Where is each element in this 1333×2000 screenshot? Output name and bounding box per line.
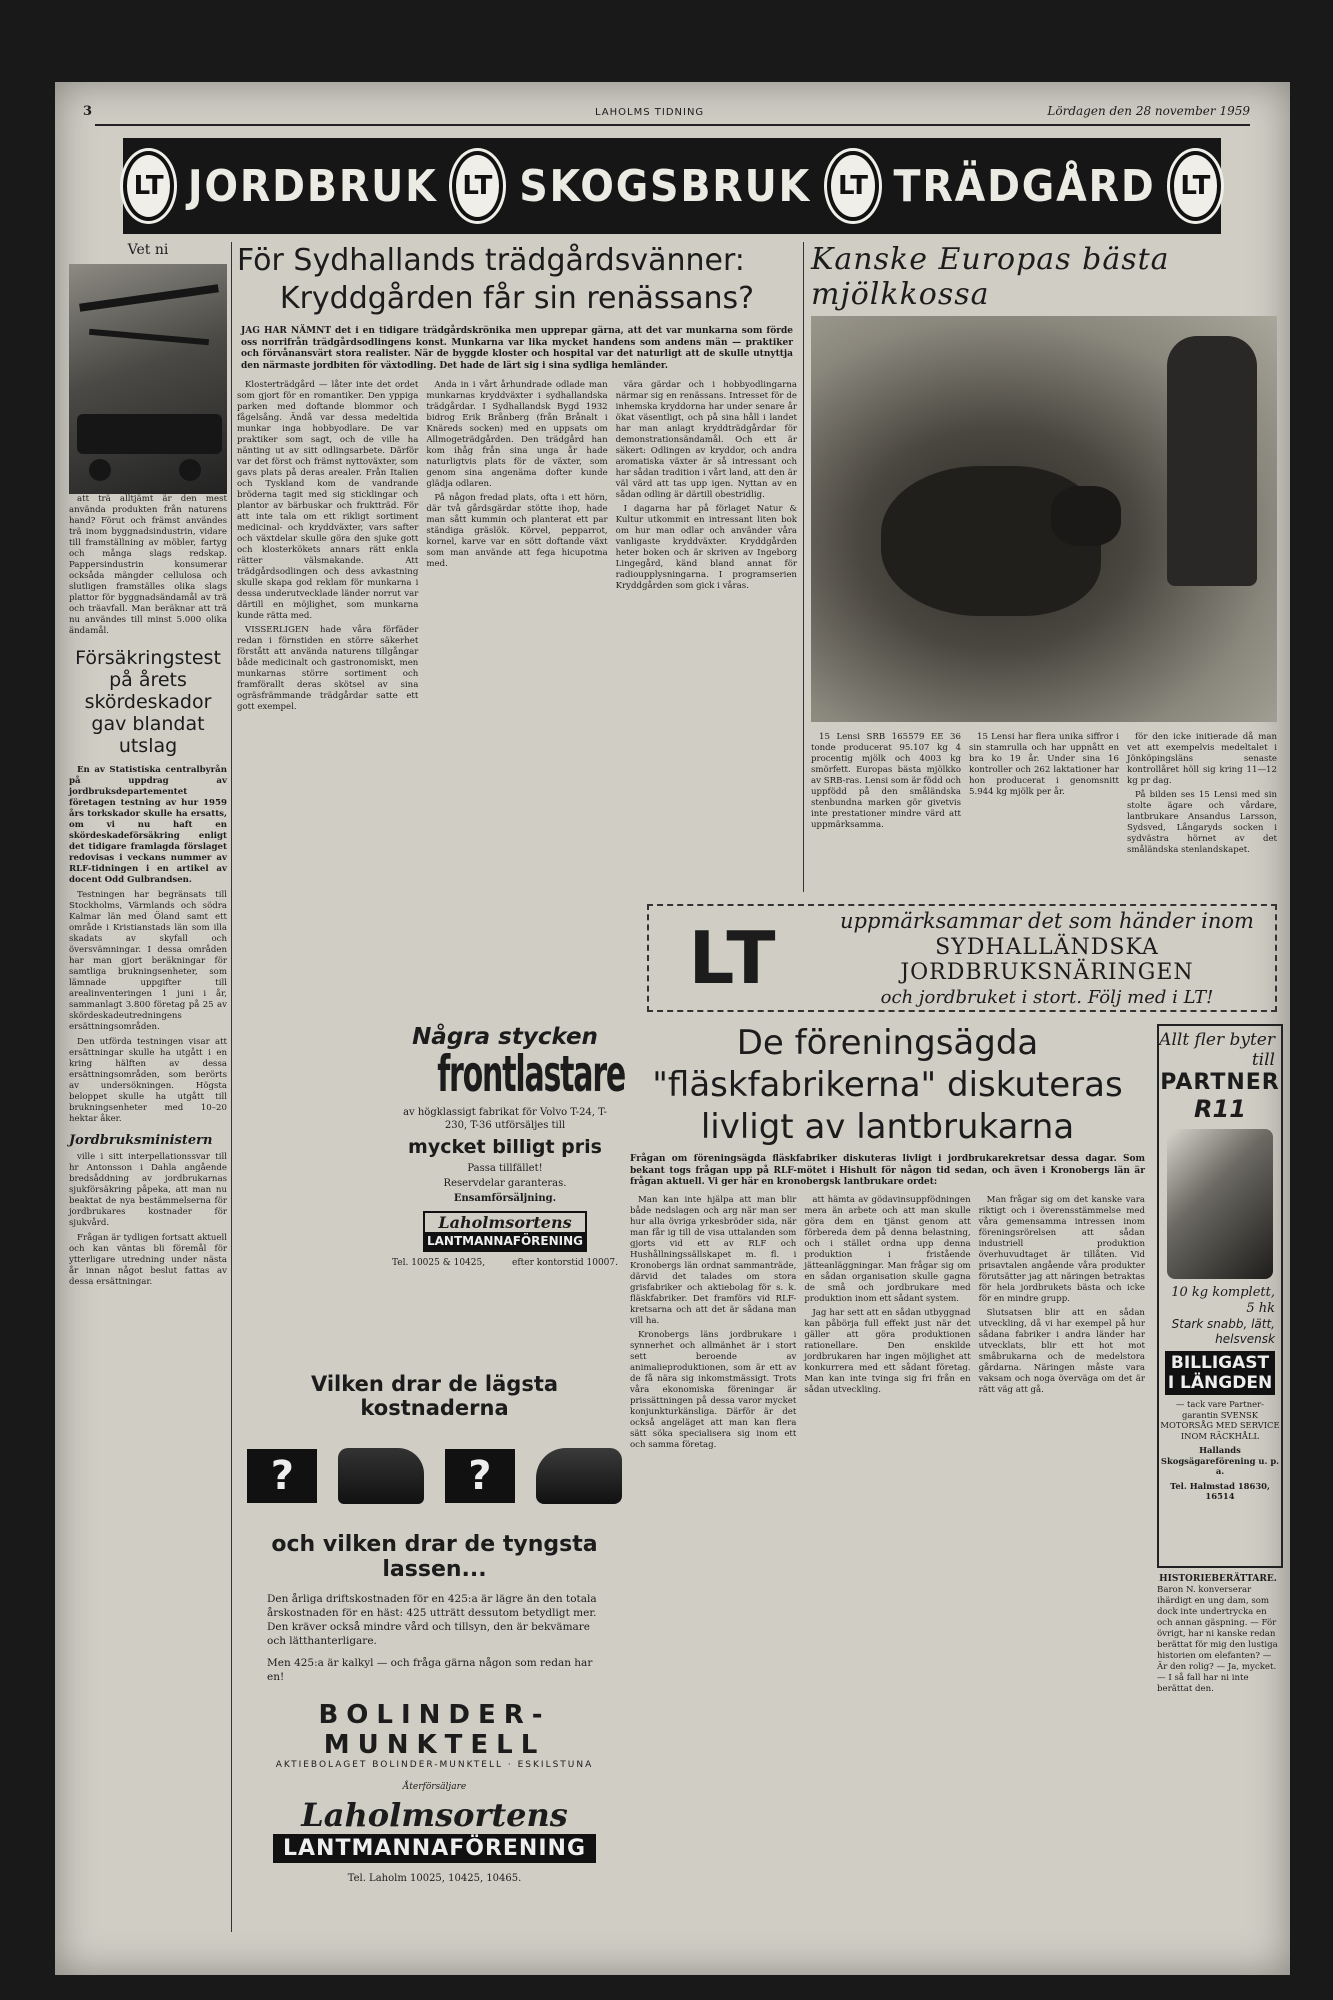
horse-illustration	[536, 1448, 622, 1504]
flaskfabriker-title: De föreningsägda "fläskfabrikerna" diskuteras livligt av lantbrukarna	[652, 1023, 1123, 1147]
vet-ni-heading: Vet ni	[127, 242, 169, 258]
bolinder-brand: BOLINDER-MUNKTELL	[318, 1700, 551, 1760]
tractor-illustration	[338, 1448, 424, 1504]
frontlastare-desc: av högklassigt fabrikat för Volvo T-24, T-230, T-36 utförsäljes till	[403, 1107, 607, 1131]
banner-word-jordbruk: JORDBRUK	[188, 160, 438, 212]
frontlastare-intro: Några stycken	[412, 1024, 598, 1050]
flaskfabriker-body: Man kan inte hjälpa att man blir både nedslagen och arg när man ser hur alla övriga yrkesbröder sida, när man får ig till de visa uttalanden som gjorts vid ett av RLF och Hushållningssällskapet m. fl. i Kronobergs län ordnat sammanträde, därvid det talades om stora grisfabriker och aktiebolag för s. k. fläskfabriker. Det framförs vid RLF-kretsarna och att det är sådana man vill ha. Kronobergs läns jordbrukare i synnerhet och allmänhet är i stort sett beroende av animalieproduktionen, som är ett av de få nära sig inkomstmässigt. Trots våra ekonomiska föreningar är prissättningen på dessa varor mycket konjunkturkänsliga. Därför är det också angeläget att man kan flera sätt söka specialisera sig inom ett och samma företag. att hämta av gödavinsuppfödningen mera än arbete och att man skulle göra dem en tjänst genom att förbereda dem på denna belastning, och i stället ordna upp denna produktion i fristående jätteanläggningar. Man frågar sig om en sådan organisation skulle gagna de små och jordbrukare med produktion inom ett sådant system. Jag har sett att en sådan utbyggnad kan påbörja full effekt just när det gäller att göra produktionen rationellare. Den enskilde jordbrukaren har ingen möjlighet att konkurrera med ett sådant företag. Man kan inte tvinga sig fri från en sådan utveckling. Man frågar sig om det kanske vara riktigt och i överensstämmelse med våra gemensamma intressen inom föreningsrörelsen att sådan industriell produktion överhuvudtaget är tillåten. Vid prisavtalen angående våra produkter förutsätter jag att näringen betraktas för hela jordbrukets bästa och icke för en mindre grupp. Slutsatsen blir att en sådan utveckling, då vi har exempel på hur sådana fabriker i andra länder har utvecklats, blir ett hot mot småbrukarna och de medelstora gårdarna. Näringen måste vara vaksam och noga överväga om det är rätt väg att gå.	[630, 1194, 1145, 1450]
lt-promo-line2: SYDHALLÄNDSKA JORDBRUKSNÄRINGEN	[900, 934, 1194, 985]
header-rule	[95, 124, 1250, 126]
kryddgarden-lead: JAG HAR NÄMNT det i en tidigare trädgårdskrönika men upprepar gärna, att det var munkarna som förde oss norrifrån trädgårdsodlingens konst. Munkarna var lika mycket handens som andens män — praktiker och förvånansvärt stora realister. När de byggde kloster och hospital var det naturligt att de skulle utnyttja den närmaste jordbiten för växtodling. Det hade de lärt sig i sina sydliga hemländer.	[241, 326, 793, 371]
lantmannaforening-logo: Laholmsortens LANTMANNAFÖRENING	[423, 1211, 587, 1252]
lt-logo-badge: LT	[452, 151, 503, 221]
frontlastare-phone: Tel. 10025 & 10425, efter kontorstid 10007.	[392, 1258, 618, 1268]
kryddgarden-title-line2: Kryddgården får sin renässans?	[279, 281, 755, 316]
lt-logo-badge: LT	[827, 151, 878, 221]
paper-name: LAHOLMS TIDNING	[595, 107, 705, 118]
frontlastare-headline: frontlastare	[437, 1045, 626, 1103]
newspaper-page	[55, 82, 1290, 1975]
forsakring-headline: Försäkringstest på årets skördeskador gav blandat utslag	[75, 647, 221, 757]
bolinder-headline-2: och vilken drar de tyngsta lassen...	[271, 1532, 598, 1582]
column-divider	[803, 242, 804, 892]
page-number: 3	[83, 104, 93, 119]
lt-logo-badge: LT	[1170, 151, 1221, 221]
frontlastare-price: mycket billigt pris	[408, 1136, 602, 1158]
kryddgarden-title-line1: För Sydhallands trädgårdsvänner:	[237, 243, 745, 278]
historieberattare-title: HISTORIEBERÄTTARE.	[1159, 1574, 1277, 1584]
partner-slogan: BILLIGAST I LÄNGDEN	[1165, 1351, 1275, 1395]
kryddgarden-body	[237, 380, 797, 716]
bolinder-phone: Tel. Laholm 10025, 10425, 10465.	[347, 1873, 522, 1884]
lt-promo-line1: uppmärksammar det som händer inom	[840, 908, 1254, 933]
bolinder-headline-1: Vilken drar de lägsta kostnaderna	[310, 1372, 559, 1420]
mjolkkossa-article	[811, 242, 1277, 859]
vet-ni-text: att trä alltjämt är den mest använda produkten från naturens hand? Förut och främst användes trä inom byggnadsindustrin, vidare till framställning av möbler, fartyg och många slags redskap. Pappersindustrin konsumerar ocksåda mängder cellulosa och slutligen framställes olika slags plattor för byggnadsändamål av trä och träavfall. Man beräknar att trä nu användes till minst 5.000 olika ändamål.	[69, 494, 227, 636]
chainsaw-illustration	[1167, 1129, 1273, 1279]
kryddgarden-col-3: vära gärdar och i hobbyodlingarna närmar sig en renässans. Intresset för de inhemska kryddorna har under senare år ökat väsentligt, och på sina håll i landet har man anlagt kryddträdgårdar för demonstrationsändamål. Och ett är säkert: Odlingen av kryddor, och andra aromatiska växter är så intressant och har sådan tradition i vårt land, att den är väl värd att tas upp igen. Nyttan av en sådan odling är därtill obestridlig. I dagarna har på förlaget Natur & Kultur utkommit en intressant liten bok om hur man odlar och använder våra vanligaste kryddväxter. Kryddgården heter boken och är skriven av Ingeborg Lingegård, känd bland annat för radioupplysningarna. I programserien Kryddgården som gick i våras.	[615, 380, 797, 591]
cow-head	[1051, 486, 1121, 546]
left-column	[69, 242, 227, 1292]
column-divider	[231, 242, 232, 1932]
running-header	[55, 104, 1290, 124]
mjolkkossa-caption: 15 Lensi SRB 165579 EE 36 tonde producerat 95.107 kg 4 procentig mjölk och 4003 kg smörfett. Europas bästa mjölkko av SRB-ras. Lensi som är född och uppfödd på den småländska stenbundna marken gör givetvis inte prestationer mindre värd att uppmärksamma. 15 Lensi har flera unika siffror i sin stamrulla och har uppnått en bra ko 19 år. Under sina 16 kontroller och 262 laktationer har hon producerat i genomsnitt 5.944 kg mjölk per år. för den icke initierade då man vet att exempelvis medeltalet i Jönköpingsläns senaste kontrollåret höll sig kring 11—12 kg pr dag. På bilden ses 15 Lensi med sin stolte ägare och vårdare, lantbrukare Ansandus Larsson, Sydsved, Långaryds socken i sydvästra hörnet av det småländska stenlandskapet.	[811, 732, 1277, 855]
banner-word-skogsbruk: SKOGSBRUK	[519, 160, 812, 212]
farmer-figure	[1167, 336, 1257, 586]
flaskfabriker-article	[630, 1022, 1145, 1454]
lt-promo-box	[647, 904, 1277, 1012]
question-mark-box: ?	[445, 1449, 515, 1503]
mjolkkossa-title: Kanske Europas bästa mjölkkossa	[811, 242, 1170, 312]
partner-model: R11	[1194, 1095, 1246, 1123]
laholmsortens-logo-script: Laholmsortens	[301, 1796, 568, 1834]
banner-word-tradgard: TRÄDGÅRD	[893, 160, 1156, 212]
frontlastare-ad: Några stycken frontlastare av högklassigt fabrikat för Volvo T-24, T-230, T-36 utförsäljes till mycket billigt pris Passa tillfället! Reservdelar garanteras. Ensamförsäljning. Laholmsortens LANTMANNAFÖRENING Tel. 10025 & 10425, efter kontorstid 10007.	[392, 1024, 626, 1268]
forsakring-article: En av Statistiska centralbyrån på uppdrag av jordbruksdepartementet företagen testning av hur 1959 års torkskador skulle ha ersatts, om vi nu haft en skördeskadeförsäkring enligt det tidigare framlagda förslaget redovisas i veckans nummer av RLF-tidningen i en artikel av docent Odd Gulbrandsen. Testningen har begränsats till Stockholms, Värmlands och södra Kalmar län med Öland samt ett område i Kristianstads län som illa skadats av skyfall och översvämningar. I dessa områden har man gjort beräkningar för samtliga brukningsenheter, som lämnade uppgifter till arealinventeringen 1 juni i år, sammanlagt 3.800 företag på 25 av skördeskadeutredningens ersättningsområden. Den utförda testningen visar att ersättningar skulle ha utgått i en kring hälften av dessa ersättningsområden, som berörts av undersökningen. Högsta beloppet skulle ha utgått till brukningsenheter med 10–20 hektar åker.	[69, 765, 227, 1124]
question-mark-box: ?	[247, 1449, 317, 1503]
kryddgarden-article	[237, 242, 797, 716]
kryddgarden-col-1: Klosterträdgård — låter inte det ordet som gjort för en romantiker. Den yppiga parken med doftande blommor och fågelsång. Ändå var dessa medeltida munkar inga hobbyodlare. De var praktiker som sagt, och de ville ha nänting ut av sitt odlingsarbete. Därför var det först och främst nyttoväxter, som gavs plats på deras arealer. Från Italien och Tyskland kom de vandrande bröderna tagit med sig sticklingar och plantor av bärbuskar och fruktträd. För att inte tala om ett rikligt sortiment medicinal- och kryddväxter, vars safter och växtdelar skulle göra den sjuke gott och klosterkökets annars rätt enkla rätter välsmakande. Att trädgårdsodlingen och dess avkastning skulle skapa god reklam för munkarna i dessa underutvecklade länder norrut var därtill en möjlighet, som munkarna kunde rätta med. VISSERLIGEN hade våra förfäder redan i förnstiden en större säkerhet förstått att använda naturens tillgångar både medicinalt och gastronomiskt, men munkarnas större sortiment och framförallt deras skötsel av sina ogräsfrämmande trädgårdar satte ett gott exempel.	[237, 380, 419, 712]
lantmannaforening-logo-bar: LANTMANNAFÖRENING	[273, 1834, 596, 1863]
bolinder-munktell-ad: Vilken drar de lägsta kostnaderna ? ? och vilken drar de tyngsta lassen... Den årliga driftskostnaden för en 425:a är lägre än den totala årskostnaden för en häst: 425 utträtt dessutom betydligt mer. Den kräver också mindre vård och tillsyn, den är bekvämare och lätthanterligare. Men 425:a är kalkyl — och fråga gärna någon som redan har en! BOLINDER-MUNKTELL AKTIEBOLAGET BOLINDER-MUNKTELL · ESKILSTUNA Återförsäljare Laholmsortens LANTMANNAFÖRENING Tel. Laholm 10025, 10425, 10465.	[237, 1372, 632, 1932]
partner-brand: PARTNER	[1160, 1070, 1280, 1095]
kryddgarden-col-2: Anda in i vårt århundrade odlade man munkarnas kryddväxter i sydhallandska trädgårdar. I Sydhallandsk Bygd 1932 bidrog Erik Brånberg (från Brånalt i Knäreds socken) med en uppsats om Allmogeträdgården. Den trädgård han kom ihåg från sina unga år hade naturligtvis plats för de växter, som genom sina angenäma dofter kunde glädja odlaren. På någon fredad plats, ofta i ett hörn, där två gårdsgärdar stötte ihop, hade man sått kummin och planterat ett par ständiga gräslök. Körvel, pepparrot, kornel, karve var en sött doftande växt som man använde att fega hicupotma med.	[426, 380, 608, 569]
lt-promo-logo: LT	[688, 916, 780, 1000]
flaskfabriker-lead: Frågan om föreningsägda fläskfabriker diskuteras livligt i jordbrukarekretsar dessa dagar. Som bekant togs frågan upp på RLF-mötet i Hishult för någon tid sedan, och även i Kronobergs län är frågan aktuell. Vi ger här en kronobergsk lantbrukare ordet:	[630, 1154, 1145, 1187]
partner-phone: Tel. Halmstad 18630, 16514	[1170, 1480, 1270, 1501]
historieberattare-box: HISTORIEBERÄTTARE. Baron N. konverserar ihärdigt en ung dam, som dock inte undertrycka en och annan gäspning. — För övrigt, har ni kanske redan berättat för mig den lustiga historien om elefanten? — Är den rolig? — Ja, mycket. — I så fall har ni inte berättat den.	[1157, 1574, 1278, 1694]
jordbruksministern-headline: Jordbruksministern	[69, 1133, 213, 1148]
lt-promo-line3: och jordbruket i stort. Följ med i LT!	[880, 986, 1214, 1008]
lt-logo-badge: LT	[123, 151, 174, 221]
section-banner	[123, 138, 1221, 234]
cow-photo	[811, 316, 1277, 722]
issue-date: Lördagen den 28 november 1959	[1047, 104, 1250, 118]
jordbruksministern-article: ville i sitt interpellationssvar till hr Antonsson i Dahla angående bredsåddning av jordbrukarnas sjukförsäkring påpeka, att man nu beaktat de nya bestämmelserna för jordbrukares kostnader för sjukvård. Frågan är tydligen fortsatt aktuell och kan väntas bli föremål för ytterligare utredning under nästa år innan något beslut fattas av dessa ersättningar.	[69, 1152, 227, 1287]
partner-chainsaw-ad: Allt fler byter till PARTNER R11 10 kg komplett, 5 hk Stark snabb, lätt, helsvensk BILLIGAST I LÄNGDEN — tack vare Partner-garantin SVENSK MOTORSÅG MED SERVICE INOM RÄCKHÅLL Hallands Skogsägareförening u. p. a. Tel. Halmstad 18630, 16514	[1157, 1024, 1283, 1568]
timber-truck-illustration	[69, 264, 227, 494]
